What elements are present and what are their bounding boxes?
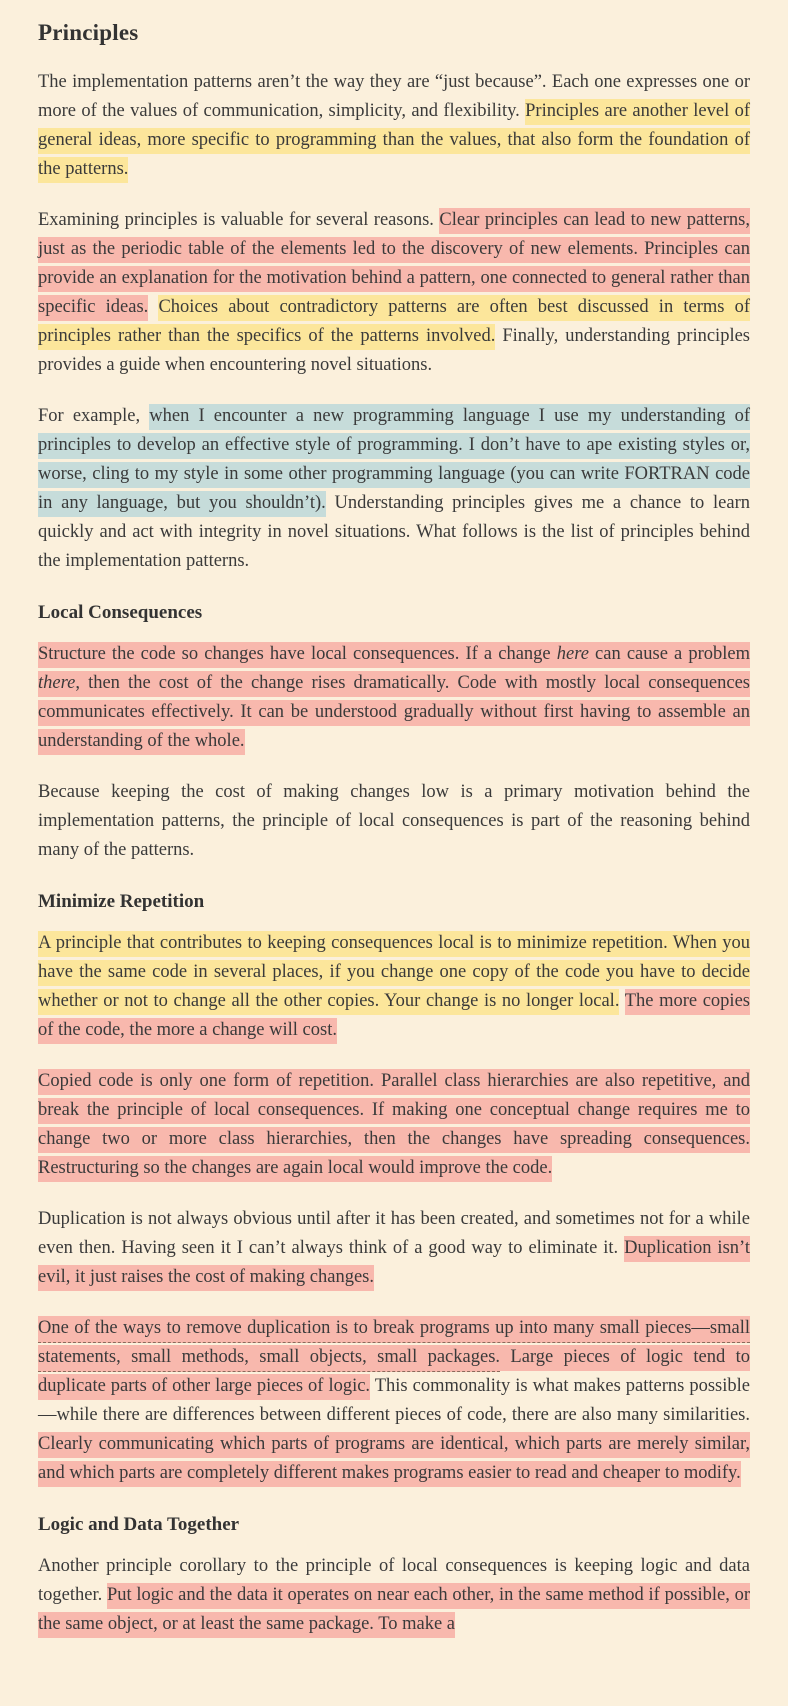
text-run: This commonality is what makes patterns possible—while there are differences between different pieces of code, there are also many similarities. xyxy=(38,1376,750,1425)
page-title: Principles xyxy=(38,20,139,45)
highlight-red[interactable]: The more copies of the code, the more a change will cost. xyxy=(38,989,750,1044)
text-run: can cause a problem xyxy=(588,644,750,664)
highlight-red-annotated[interactable]: One of the ways to remove duplication is to break programs up into many small pieces—small statements, small methods, small objects, small packages. xyxy=(38,1316,750,1372)
text-run: Understanding principles gives me a chance to learn quickly and act with integrity in novel situations. What follows is the list of principles behind the implementation patterns. xyxy=(38,493,750,571)
highlight-yellow[interactable]: Choices about contradictory patterns are often best discussed in terms of principles rather than the specifics of the patterns involved. xyxy=(38,295,750,350)
paragraph-local-2: Because keeping the cost of making changes low is a primary motivation behind the implementation patterns, the principle of local consequences is part of the reasoning behind many of the patterns. xyxy=(38,782,750,860)
section-heading-minimize-repetition: Minimize Repetition xyxy=(38,891,205,912)
paragraph-logic-1 xyxy=(38,1552,750,1639)
emphasis-there: there xyxy=(38,673,76,693)
text-run: Structure the code so changes have local consequences. If a change xyxy=(38,644,557,664)
text-run: Examining principles is valuable for several reasons. xyxy=(38,210,440,230)
highlight-red[interactable]: Put logic and the data it operates on near each other, in the same method if possible, or the same object, or at least the same package. To make a xyxy=(38,1583,750,1638)
highlight-red[interactable]: Large pieces of logic tend to duplicate parts of other large pieces of logic. xyxy=(38,1345,750,1400)
highlight-red[interactable] xyxy=(38,642,750,755)
emphasis-here: here xyxy=(556,644,589,664)
paragraph-intro xyxy=(38,68,750,184)
highlight-red[interactable]: Duplication isn’t evil, it just raises the cost of making changes. xyxy=(38,1236,750,1291)
text-run: Another principle corollary to the principle of local consequences is keeping logic and data together. xyxy=(38,1556,750,1605)
paragraph-examining xyxy=(38,206,750,380)
text-run: Duplication is not always obvious until after it has been created, and sometimes not for a while even then. Having seen it I can’t always think of a good way to eliminate it. xyxy=(38,1209,750,1258)
paragraph-repetition-2 xyxy=(38,1067,750,1183)
highlight-red[interactable]: Clear principles can lead to new patterns, just as the periodic table of the elements led to the discovery of new elements. Principles can provide an explanation for the motivation behind a pattern, one connected to general rather than specific ideas. xyxy=(38,208,750,321)
text-run xyxy=(619,991,624,1011)
text-run: For example, xyxy=(38,406,150,426)
highlight-yellow[interactable]: Principles are another level of general ideas, more specific to programming than the values, that also form the foundation of the patterns. xyxy=(38,99,750,183)
highlight-blue[interactable]: when I encounter a new programming language I use my understanding of principles to develop an effective style of programming. I don’t have to ape existing styles or, worse, cling to my style in some other programming language (you can write FORTRAN code in any language, but you shouldn’t). xyxy=(38,404,750,517)
section-heading-local-consequences: Local Consequences xyxy=(38,602,203,623)
highlight-yellow[interactable]: A principle that contributes to keeping consequences local is to minimize repetition. When you have the same code in several places, if you change one copy of the code you have to decide whether or not to change all the other copies. Your change is no longer local. xyxy=(38,931,750,1015)
paragraph-repetition-4 xyxy=(38,1314,750,1488)
paragraph-repetition-1 xyxy=(38,929,750,1045)
highlight-red[interactable]: Copied code is only one form of repetition. Parallel class hierarchies are also repetitive, and break the principle of local consequences. If making one conceptual change requires me to change two or more class hierarchies, then the changes have spreading consequences. Restructuring so the changes are again local would improve the code. xyxy=(38,1069,750,1182)
highlight-red[interactable]: Clearly communicating which parts of programs are identical, which parts are merely similar, and which parts are completely different makes programs easier to read and cheaper to modify. xyxy=(38,1432,750,1487)
section-heading-logic-data-together: Logic and Data Together xyxy=(38,1514,240,1535)
paragraph-example xyxy=(38,402,750,576)
paragraph-local-1 xyxy=(38,640,750,756)
text-run: , then the cost of the change rises dramatically. Code with mostly local consequences communicates effectively. It can be understood gradually without first having to assemble an understanding of the whole. xyxy=(38,673,750,751)
paragraph-repetition-3 xyxy=(38,1205,750,1292)
text-run xyxy=(148,297,158,317)
text-run: Finally, understanding principles provides a guide when encountering novel situations. xyxy=(38,326,751,375)
text-run: The implementation patterns aren’t the way they are “just because”. Each one expresses one or more of the values of communication, simplicity, and flexibility. xyxy=(38,72,750,121)
